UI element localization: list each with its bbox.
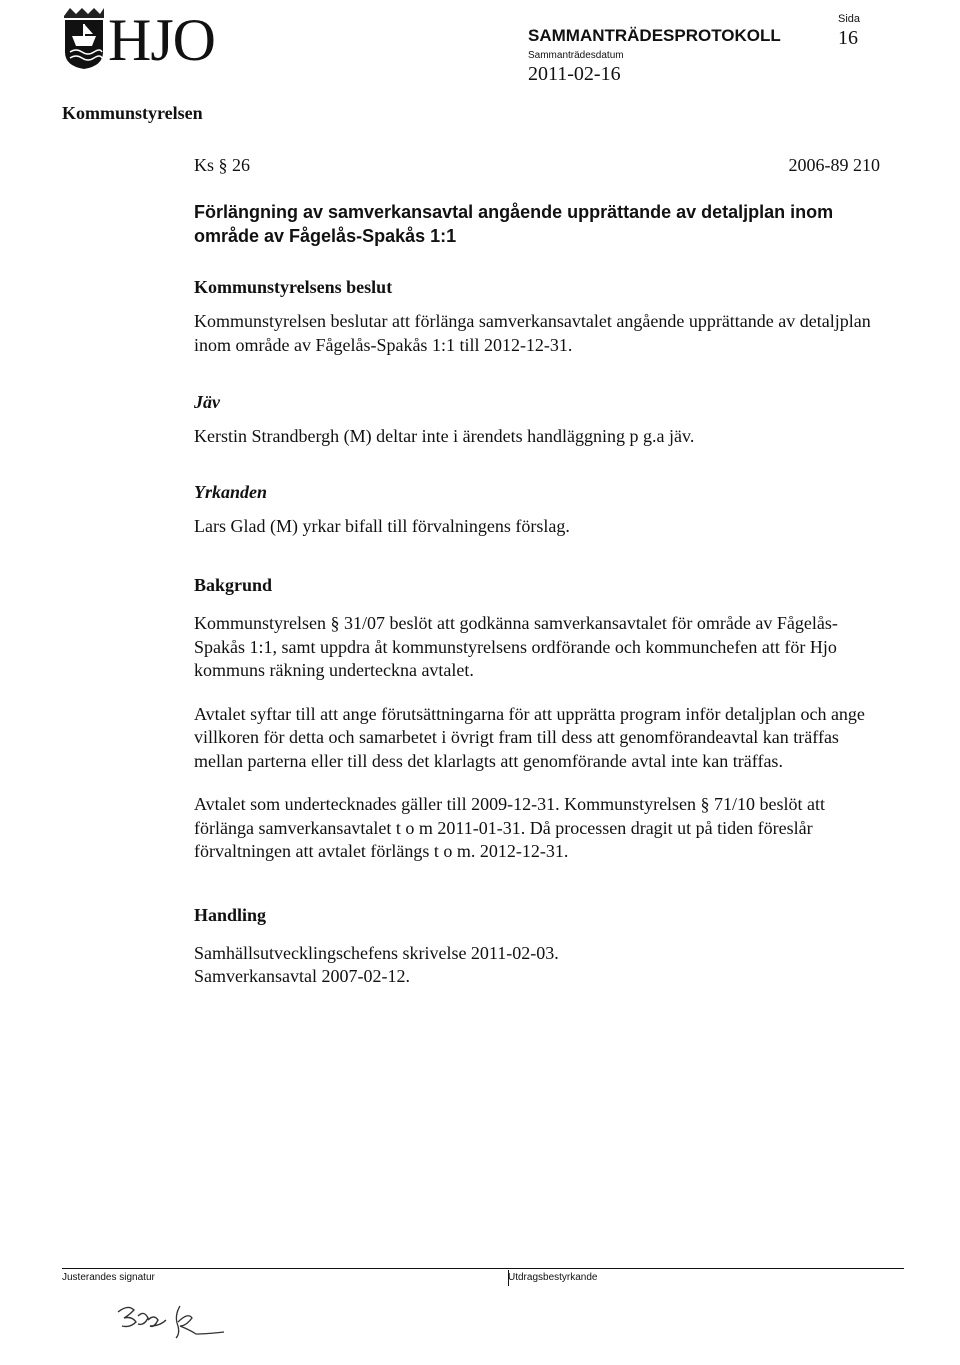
jav-text: Kerstin Strandbergh (M) deltar inte i ärendets handläggning p g.a jäv. [194,426,695,446]
handling-item: Samverkansavtal 2007-02-12. [194,966,410,986]
decision-text: Kommunstyrelsen beslutar att förlänga samverkansavtalet angående upprättande av detaljplan inom område av Fågelås-Spakås 1:1 till 2012-12-31. [194,311,871,355]
footer-divider [62,1268,904,1269]
decision-heading: Kommunstyrelsens beslut [194,277,393,297]
handling-item: Samhällsutvecklingschefens skrivelse 2011-02-03. [194,942,559,963]
adjuster-signature-label: Justerandes signatur [62,1272,155,1283]
bakgrund-paragraph: Kommunstyrelsen § 31/07 beslöt att godkänna samverkansavtalet för område av Fågelås-Spakås 1:1, samt uppdra åt kommunstyrelsens ordförande och kommunchefen att för Hjo kommuns räkning underteckna avtalet. [194,613,838,680]
handling-list [194,942,874,989]
handling-heading: Handling [194,904,267,925]
paragraph-number: Ks § 26 [194,155,251,175]
paragraph-reference-row [194,155,894,181]
minutes-section [194,155,894,989]
municipal-crest-icon [62,6,106,70]
handwritten-signature [170,1300,230,1342]
bakgrund-heading: Bakgrund [194,575,273,595]
extract-certification-label: Utdragsbestyrkande [508,1272,598,1283]
handwritten-signature [114,1298,174,1338]
bakgrund-paragraph: Avtalet syftar till att ange förutsättningarna för att upprätta program inför detaljplan och ange villkoren för detta och samarbetet i övrigt fram till dess att genomförandeavtal kan träffas mellan parterna eller till dess det klarlagts att genomförande avtal inte kan träffas. [194,703,865,771]
case-number: 2006-89 210 [788,155,880,175]
municipality-logo-text: HJO [108,7,216,73]
yrkanden-text: Lars Glad (M) yrkar bifall till förvalningens förslag. [194,515,570,536]
jav-heading: Jäv [194,392,220,412]
page-label: Sida [838,13,861,25]
case-title: Förlängning av samverkansavtal angående upprättande av detaljplan inom område av Fågelås-Spakås 1:1 [194,202,834,246]
page-number: 16 [838,27,858,49]
yrkanden-heading: Yrkanden [194,481,268,502]
document-type: SAMMANTRÄDESPROTOKOLL [528,26,781,45]
meeting-date-label: Sammanträdesdatum [528,50,624,61]
meeting-date: 2011-02-16 [528,63,621,85]
bakgrund-paragraph: Avtalet som undertecknades gäller till 2009-12-31. Kommunstyrelsen § 71/10 beslöt att förlänga samverkansavtalet t o m 2011-01-31. Då processen dragit ut på tiden föreslår förvaltningen att avtalet förlängs t o m. 2012-12-31. [194,794,826,861]
governing-body-name: Kommunstyrelsen [62,103,203,123]
